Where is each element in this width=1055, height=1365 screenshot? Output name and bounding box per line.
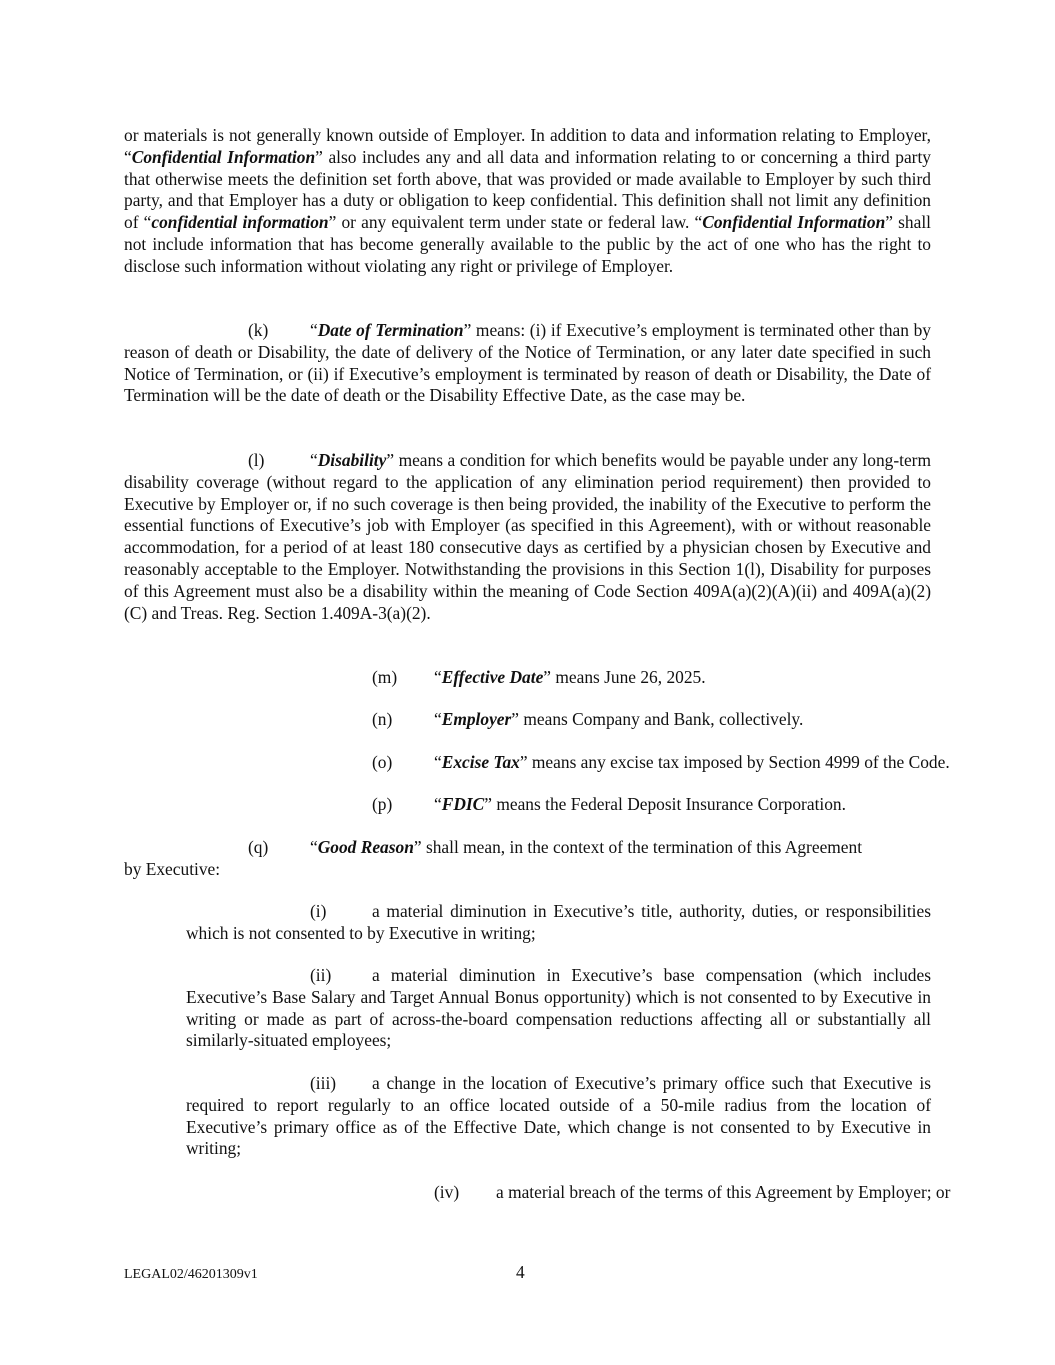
term-good-reason: Good Reason <box>317 837 414 857</box>
para-k-text: ” means: (i) if Executive’s employment is terminated other than by reason of death or Disability, the date of delivery of the Notice of Termination, or any later date specified in such Notice of Termination, or (ii) if Executive’s employment is terminated by reason of death or Disability, the Date of Termination will be the date of death or the Disability Effective Date, as the case may be. <box>124 320 931 406</box>
para-m-label: (m) <box>372 667 398 687</box>
footer-document-id: LEGAL02/46201309v1 <box>124 1267 258 1282</box>
term-excise-tax: Excise Tax <box>441 752 520 772</box>
sub-iv-text: a material breach of the terms of this Agreement by Employer; or <box>496 1182 951 1202</box>
para-n-label: (n) <box>372 709 393 729</box>
para-q-open-quote: “ <box>310 837 318 857</box>
para-p-open-quote: “ <box>434 794 442 814</box>
subparagraph-iii <box>186 1073 931 1160</box>
footer-page-number: 4 <box>516 1262 525 1282</box>
para-q-label: (q) <box>248 837 269 857</box>
term-date-of-termination: Date of Termination <box>317 320 464 340</box>
para-l-open-quote: “ <box>310 450 318 470</box>
para-m-open-quote: “ <box>434 667 442 687</box>
term-disability: Disability <box>317 450 387 470</box>
term-effective-date: Effective Date <box>441 667 544 687</box>
para-j-text-1: or materials is not generally known outside of Employer. In addition to data and information relating to Employer, “ <box>124 125 931 167</box>
sub-i-text: a material diminution in Executive’s title, authority, duties, or responsibilities which is not consented to by Executive in writing; <box>186 901 931 943</box>
para-k-open-quote: “ <box>310 320 318 340</box>
paragraph-q <box>124 837 931 859</box>
sub-i-label: (i) <box>310 901 327 921</box>
sub-iv-label: (iv) <box>434 1182 460 1202</box>
para-o-text: ” means any excise tax imposed by Section 4999 of the Code. <box>519 752 950 772</box>
paragraph-q-continuation: by Executive: <box>124 859 221 879</box>
term-fdic: FDIC <box>441 794 485 814</box>
para-j-text-2: ” also includes any and all data and information relating to or concerning a third party that otherwise meets the definition set forth above, that was provided or made available to Employer by such third party, and that Employer has a duty or obligation to keep confidential. This definition shall not limit any definition of “ <box>124 146 931 233</box>
term-confidential-information-3: Confidential Information <box>702 212 886 233</box>
para-l-text: ” means a condition for which benefits would be payable under any long-term disability coverage (without regard to the application of any elimination period requirement) then provided to Executive by Employer or, if no such coverage is then being provided, the inability of the Executive to perform the essential functions of Executive’s job with Employer (as specified in this Agreement), with or without reasonable accommodation, for a period of at least 180 consecutive days as certified by a physician chosen by Executive and reasonably acceptable to the Employer. Notwithstanding the provisions in this Section 1(l), Disability for purposes of this Agreement must also be a disability within the meaning of Code Section 409A(a)(2)(A)(ii) and 409A(a)(2)(C) and Treas. Reg. Section 1.409A-3(a)(2). <box>124 450 931 623</box>
para-o-label: (o) <box>372 752 393 772</box>
sub-iii-text: a change in the location of Executive’s primary office such that Executive is required to report regularly to an office located outside of a 50-mile radius from the location of Executive’s primary office as of the Effective Date, which change is not consented to by Executive in writing; <box>186 1073 931 1159</box>
para-m-text: ” means June 26, 2025. <box>543 667 706 687</box>
para-k-label: (k) <box>248 320 269 340</box>
para-o-open-quote: “ <box>434 752 442 772</box>
para-n-open-quote: “ <box>434 709 442 729</box>
term-employer: Employer <box>441 709 512 729</box>
para-p-text: ” means the Federal Deposit Insurance Corporation. <box>484 794 846 814</box>
subparagraph-i <box>186 901 931 945</box>
para-l-label: (l) <box>248 450 265 470</box>
term-confidential-information-2: confidential information <box>151 212 329 233</box>
para-j-text-4: ” shall not include information that has become generally available to the public by the act of one who has the right to disclose such information without violating any right or privilege of Employer. <box>124 212 931 276</box>
sub-ii-label: (ii) <box>310 965 332 985</box>
subparagraph-ii <box>186 965 931 1052</box>
paragraph-k <box>124 320 931 407</box>
para-p-label: (p) <box>372 794 393 814</box>
para-j-text-3: ” or any equivalent term under state or federal law. “ <box>328 212 703 233</box>
paragraph-l <box>124 450 931 624</box>
para-q-text: ” shall mean, in the context of the termination of this Agreement <box>413 837 863 857</box>
para-n-text: ” means Company and Bank, collectively. <box>511 709 804 729</box>
term-confidential-information-1: Confidential Information <box>131 146 316 167</box>
sub-ii-text: a material diminution in Executive’s base compensation (which includes Executive’s Base Salary and Target Annual Bonus opportunity) which is not consented to by Executive in writing or made as part of across-the-board compensation reductions affecting all or substantially all similarly-situated employees; <box>186 965 931 1051</box>
paragraph-confidential-information <box>124 125 931 278</box>
sub-iii-label: (iii) <box>310 1073 337 1093</box>
